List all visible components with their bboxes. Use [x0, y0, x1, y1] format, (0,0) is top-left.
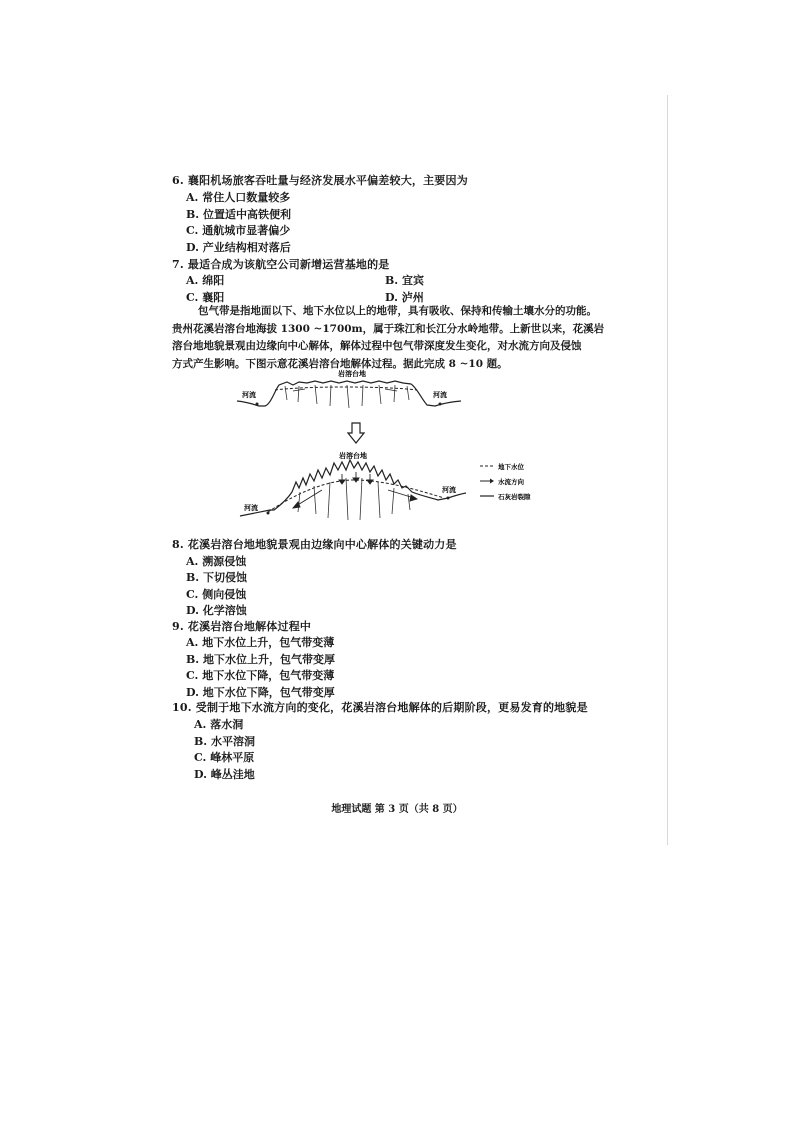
stage-1-right-river-mark	[439, 403, 442, 406]
question-7-option-b: B. 宜宾	[385, 274, 424, 287]
passage-line-4: 方式产生影响。下图示意花溪岩溶台地解体过程。据此完成 8 ~10 题。	[172, 357, 508, 370]
question-7-stem: 7. 最适合成为该航空公司新增运营基地的是	[172, 258, 390, 271]
stage-1-surface	[237, 381, 461, 406]
legend-water-table-label: 地下水位	[498, 463, 524, 471]
question-10-option-d: D. 峰丛洼地	[194, 768, 255, 781]
question-9-option-a: A. 地下水位上升，包气带变薄	[186, 636, 335, 649]
legend-fissure-label: 石灰岩裂隙	[498, 493, 531, 501]
question-9-stem: 9. 花溪岩溶台地解体过程中	[172, 620, 312, 633]
passage-line-2: 贵州花溪岩溶台地海拔 1300 ~1700m，属于珠江和长江分水岭地带。上新世以来，花溪岩	[172, 322, 605, 335]
stage-1-title: 岩溶台地	[338, 370, 366, 378]
question-10-stem: 10. 受制于地下水流方向的变化，花溪岩溶台地解体的后期阶段，更易发育的地貌是	[172, 701, 588, 714]
stage-1-flow-arrows	[293, 389, 397, 391]
question-7-option-a: A. 绵阳	[186, 274, 225, 287]
scan-edge-line	[667, 95, 668, 845]
passage	[172, 303, 650, 373]
stage-2-left-river-mark	[267, 512, 270, 515]
question-8-option-a: A. 溯源侵蚀	[186, 555, 247, 568]
stage-1-water-table	[275, 387, 417, 390]
question-9-option-d: D. 地下水位下降，包气带变厚	[186, 686, 335, 699]
question-8-option-c: C. 侧向侵蚀	[186, 588, 247, 601]
passage-line-3: 溶台地地貌景观由边缘向中心解体，解体过程中包气带深度发生变化，对水流方向及侵蚀	[172, 340, 582, 352]
stage-2-right-river-mark	[447, 497, 450, 500]
process-down-arrow-icon	[347, 422, 365, 444]
question-6-option-d: D. 产业结构相对落后	[186, 241, 291, 254]
legend-flow-arrowhead-icon	[490, 479, 494, 484]
question-8-option-b: B. 下切侵蚀	[186, 571, 247, 584]
karst-diagram-stage-2	[238, 448, 468, 528]
question-6-option-b: B. 位置适中高铁便利	[186, 208, 291, 221]
diagram-legend	[478, 460, 558, 504]
question-6-option-a: A. 常住人口数量较多	[186, 191, 291, 204]
page-footer: 地理试题 第 3 页（共 8 页）	[331, 804, 463, 815]
question-10-option-c: C. 峰林平原	[194, 751, 255, 764]
question-9-option-b: B. 地下水位上升，包气带变厚	[186, 653, 335, 666]
stage-1-left-river-label: 河流	[242, 391, 256, 399]
legend-flow-label: 水流方向	[498, 478, 524, 486]
question-10-option-a: A. 落水洞	[194, 718, 244, 731]
question-8-stem: 8. 花溪岩溶台地地貌景观由边缘向中心解体的关键动力是	[172, 538, 457, 551]
karst-diagram-stage-1	[235, 368, 465, 420]
question-6-option-c: C. 通航城市显著偏少	[186, 224, 291, 237]
stage-2-left-river-label: 河流	[244, 504, 258, 512]
question-6-stem: 6. 襄阳机场旅客吞吐量与经济发展水平偏差较大，主要因为	[172, 174, 468, 187]
stage-1-left-river-mark	[256, 403, 259, 406]
stage-2-right-river-label: 河流	[442, 486, 456, 494]
question-9-option-c: C. 地下水位下降，包气带变薄	[186, 669, 335, 682]
question-8-option-d: D. 化学溶蚀	[186, 604, 247, 617]
question-7-option-d: D. 泸州	[385, 291, 424, 304]
stage-2-title: 岩溶台地	[339, 452, 367, 460]
question-7-option-c: C. 襄阳	[186, 291, 225, 304]
question-10-option-b: B. 水平溶洞	[194, 735, 255, 748]
stage-1-right-river-label: 河流	[433, 391, 447, 399]
passage-line-1: 包气带是指地面以下、地下水位以上的地带，具有吸收、保持和传输土壤水分的功能。	[198, 305, 597, 317]
